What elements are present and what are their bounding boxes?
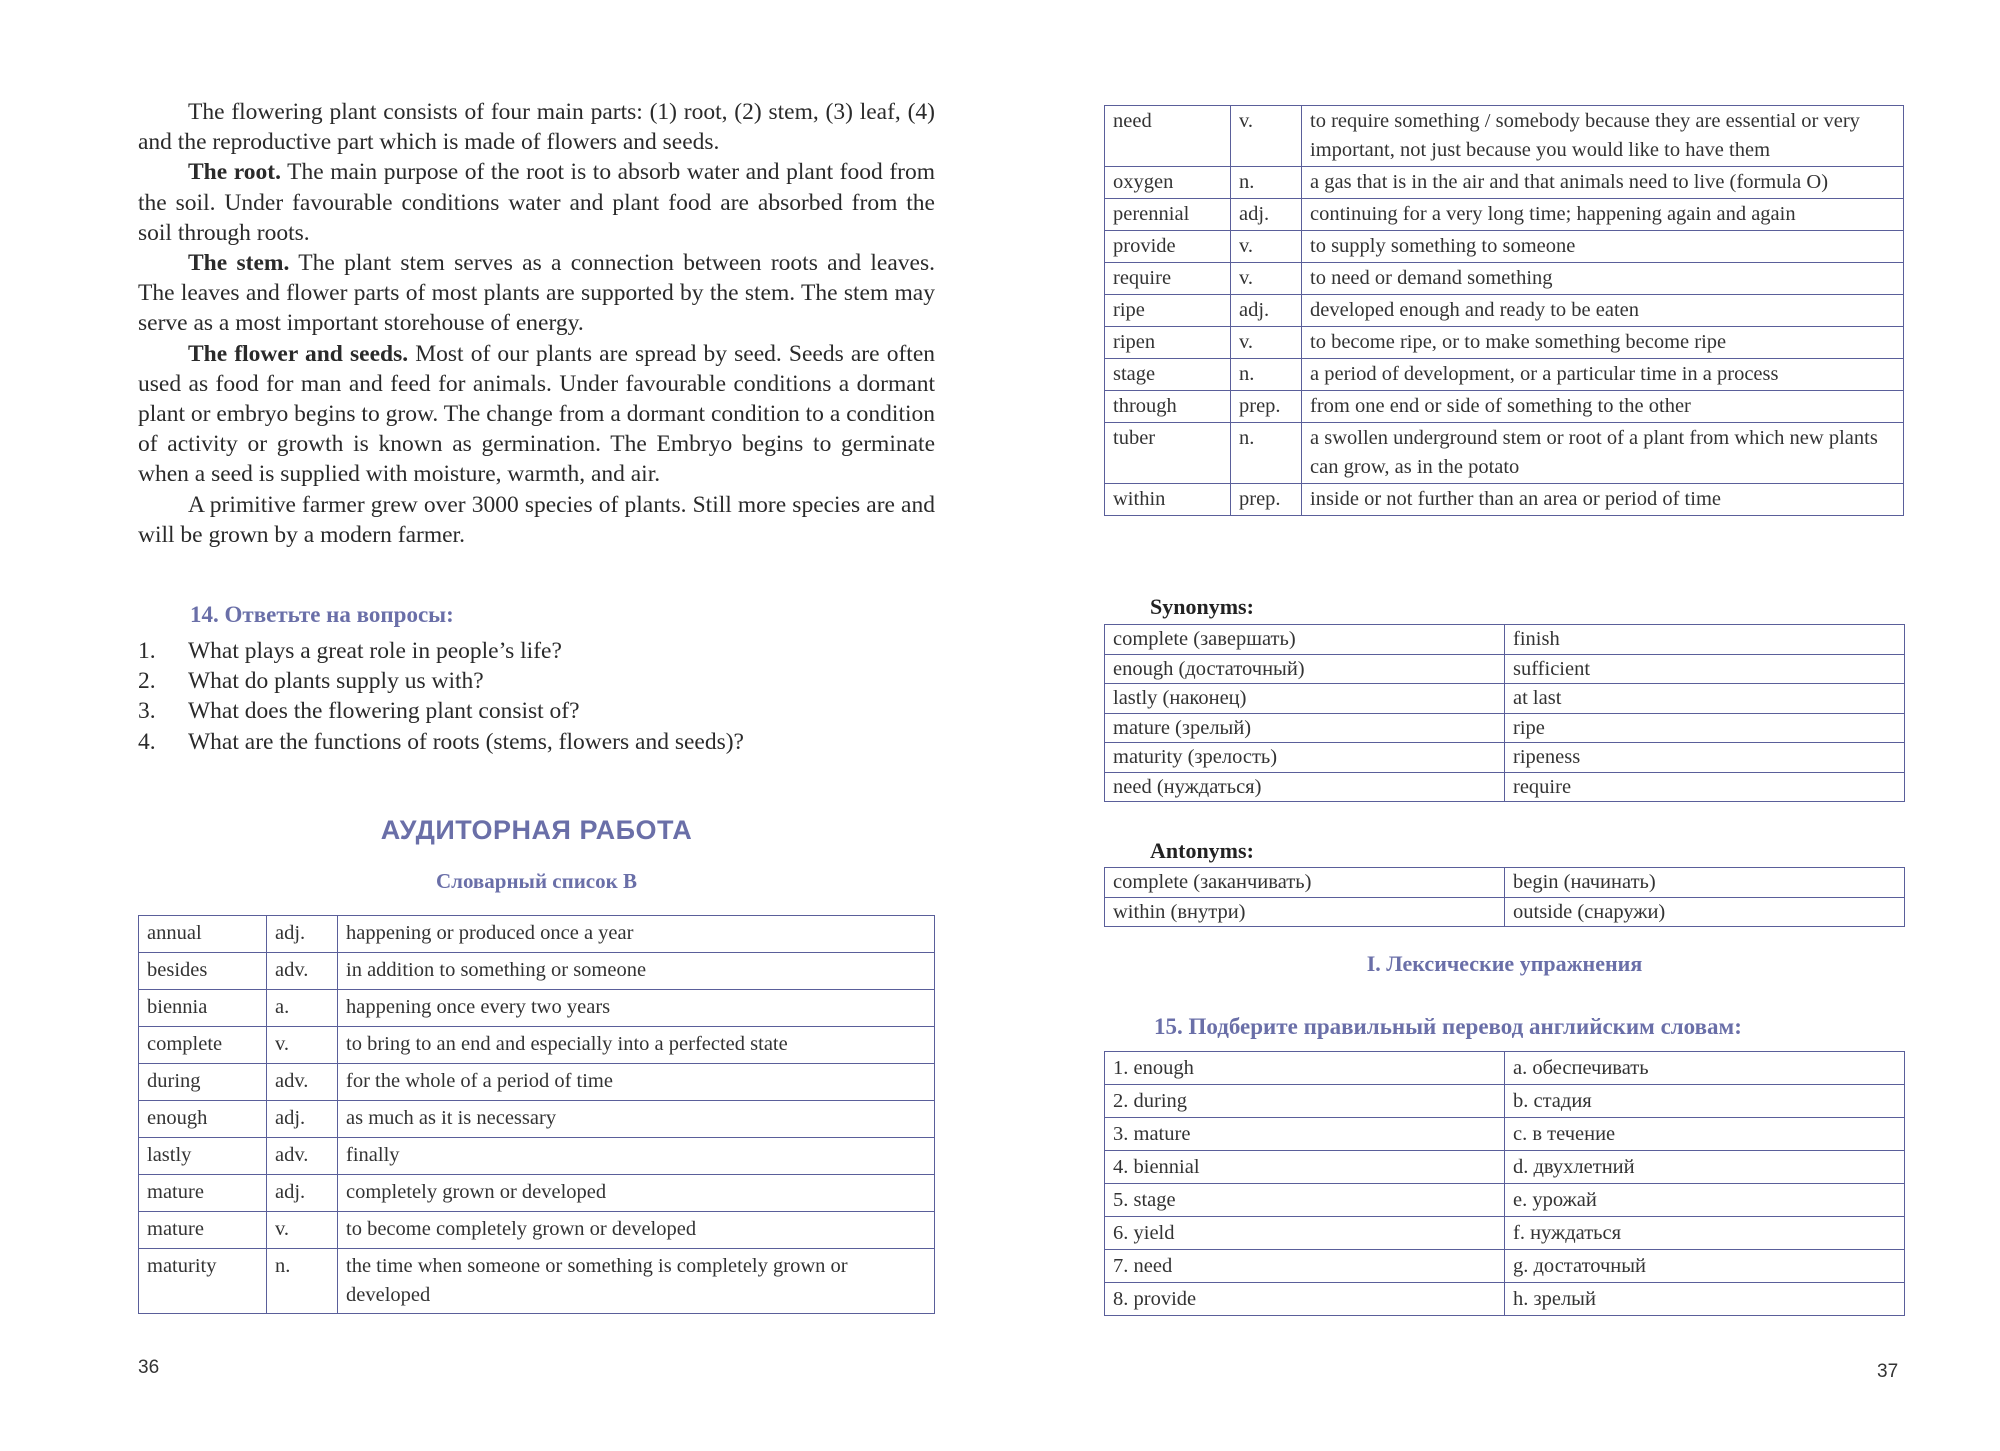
table-cell-word: tuber (1105, 423, 1231, 484)
table-cell-pos: adv. (267, 1138, 338, 1175)
table-cell-def: to supply something to someone (1302, 231, 1904, 263)
table-cell-pos: v. (1231, 231, 1302, 263)
table-cell-word: lastly (139, 1138, 267, 1175)
exercise-14-heading: 14. Ответьте на вопросы: (190, 602, 454, 627)
table-cell-pos: n. (1231, 423, 1302, 484)
table-row (1105, 897, 1905, 927)
table-cell-def: happening or produced once a year (338, 916, 935, 953)
table-cell-def: as much as it is necessary (338, 1101, 935, 1138)
table-cell-pos: v. (267, 1027, 338, 1064)
table-cell-pos: prep. (1231, 484, 1302, 516)
table-row (1105, 684, 1905, 714)
table-cell-right: a. обеспечивать (1505, 1052, 1905, 1085)
table-row (139, 1101, 935, 1138)
exercise-15-heading: 15. Подберите правильный перевод английским словам: (1154, 1014, 1742, 1039)
table-row (1105, 868, 1905, 898)
table-row (1105, 743, 1905, 773)
lexical-exercises-title: I. Лексические упражнения (1366, 951, 1643, 976)
page-number: 36 (138, 1357, 160, 1378)
table-cell-def: to need or demand something (1302, 263, 1904, 295)
table-cell-word: within (1105, 484, 1231, 516)
table-cell-right: f. нуждаться (1505, 1217, 1905, 1250)
table-cell-word: ripe (1105, 295, 1231, 327)
right-page (1000, 0, 2000, 1451)
table-cell-right: sufficient (1505, 654, 1905, 684)
table-cell-def: in addition to something or someone (338, 953, 935, 990)
table-cell-word: stage (1105, 359, 1231, 391)
table-cell-word: besides (139, 953, 267, 990)
table-cell-pos: adj. (267, 1101, 338, 1138)
vocab-list-title: Словарный список B (436, 869, 637, 893)
table-cell-pos: a. (267, 990, 338, 1027)
table-row (1105, 1250, 1905, 1283)
table-cell-right: c. в течение (1505, 1118, 1905, 1151)
table-row (1105, 359, 1904, 391)
table-cell-pos: n. (267, 1249, 338, 1314)
paragraph: The flowering plant consists of four main parts: (1) root, (2) stem, (3) leaf, (4) and the reproductive part which is made of flowers and seeds. (138, 99, 935, 156)
table-cell-left: 6. yield (1105, 1217, 1505, 1250)
table-cell-left: 2. during (1105, 1085, 1505, 1118)
table-cell-def: finally (338, 1138, 935, 1175)
table-cell-def: inside or not further than an area or period of time (1302, 484, 1904, 516)
table-cell-pos: v. (1231, 106, 1302, 167)
table-cell-def: continuing for a very long time; happening again and again (1302, 199, 1904, 231)
table-cell-def: for the whole of a period of time (338, 1064, 935, 1101)
table-cell-left: 1. enough (1105, 1052, 1505, 1085)
table-cell-pos: adj. (1231, 295, 1302, 327)
table-row (1105, 772, 1905, 802)
table-row (1105, 1217, 1905, 1250)
table-row (139, 916, 935, 953)
table-cell-pos: v. (267, 1212, 338, 1249)
table-cell-pos: adv. (267, 1064, 338, 1101)
table-cell-right: d. двухлетний (1505, 1151, 1905, 1184)
table-cell-def: to become ripe, or to make something become ripe (1302, 327, 1904, 359)
table-cell-def: a swollen underground stem or root of a plant from which new plants can grow, as in the potato (1302, 423, 1904, 484)
table-row (1105, 1052, 1905, 1085)
list-item: 3. What does the flowering plant consist of? (138, 698, 580, 725)
table-cell-left: 5. stage (1105, 1184, 1505, 1217)
table-row (1105, 625, 1905, 655)
table-cell-word: need (1105, 106, 1231, 167)
table-row (1105, 1118, 1905, 1151)
table-cell-pos: adj. (267, 916, 338, 953)
table-row (1105, 295, 1904, 327)
table-cell-pos: v. (1231, 327, 1302, 359)
table-cell-def: a period of development, or a particular time in a process (1302, 359, 1904, 391)
table-cell-word: mature (139, 1212, 267, 1249)
paragraph: A primitive farmer grew over 3000 species of plants. Still more species are and will be grown by a modern farmer. (138, 491, 935, 548)
table-cell-right: ripe (1505, 713, 1905, 743)
table-row (1105, 106, 1904, 167)
table-cell-word: during (139, 1064, 267, 1101)
table-cell-right: finish (1505, 625, 1905, 655)
table-cell-def: a gas that is in the air and that animals need to live (formula O) (1302, 167, 1904, 199)
matching-table (1104, 1051, 1905, 1316)
table-cell-right: outside (снаружи) (1505, 897, 1905, 927)
table-cell-word: perennial (1105, 199, 1231, 231)
table-row (139, 1138, 935, 1175)
table-cell-word: mature (139, 1175, 267, 1212)
list-item: 1. What plays a great role in people’s life? (138, 638, 562, 664)
table-row (139, 1027, 935, 1064)
section-title: АУДИТОРНАЯ РАБОТА (380, 815, 693, 845)
table-cell-pos: adv. (267, 953, 338, 990)
table-cell-left: enough (достаточный) (1105, 654, 1505, 684)
table-cell-word: enough (139, 1101, 267, 1138)
table-row (139, 1175, 935, 1212)
table-cell-right: begin (начинать) (1505, 868, 1905, 898)
table-cell-left: 4. biennial (1105, 1151, 1505, 1184)
table-cell-word: biennia (139, 990, 267, 1027)
table-cell-left: 3. mature (1105, 1118, 1505, 1151)
table-cell-pos: prep. (1231, 391, 1302, 423)
table-cell-right: g. достаточный (1505, 1250, 1905, 1283)
table-cell-right: b. стадия (1505, 1085, 1905, 1118)
table-cell-word: provide (1105, 231, 1231, 263)
table-row (1105, 423, 1904, 484)
table-cell-right: e. урожай (1505, 1184, 1905, 1217)
table-cell-left: within (внутри) (1105, 897, 1505, 927)
table-row (1105, 263, 1904, 295)
table-cell-word: through (1105, 391, 1231, 423)
table-cell-left: 7. need (1105, 1250, 1505, 1283)
table-cell-left: complete (заканчивать) (1105, 868, 1505, 898)
table-row (1105, 167, 1904, 199)
table-cell-word: oxygen (1105, 167, 1231, 199)
table-cell-def: to bring to an end and especially into a perfected state (338, 1027, 935, 1064)
table-cell-right: at last (1505, 684, 1905, 714)
table-cell-left: maturity (зрелость) (1105, 743, 1505, 773)
table-row (139, 1064, 935, 1101)
table-cell-def: the time when someone or something is completely grown or developed (338, 1249, 935, 1314)
table-cell-word: maturity (139, 1249, 267, 1314)
table-row (1105, 327, 1904, 359)
synonyms-table (1104, 624, 1905, 802)
synonyms-label: Synonyms: (1150, 594, 1254, 619)
question-list (138, 636, 935, 757)
table-cell-word: ripen (1105, 327, 1231, 359)
table-cell-def: to require something / somebody because they are essential or very important, not just because you would like to have them (1302, 106, 1904, 167)
table-cell-left: 8. provide (1105, 1283, 1505, 1316)
table-cell-pos: adj. (1231, 199, 1302, 231)
table-row (1105, 713, 1905, 743)
table-cell-left: need (нуждаться) (1105, 772, 1505, 802)
antonyms-label: Antonyms: (1150, 838, 1254, 863)
table-row (1105, 199, 1904, 231)
table-cell-right: h. зрелый (1505, 1283, 1905, 1316)
table-cell-pos: adj. (267, 1175, 338, 1212)
table-cell-def: from one end or side of something to the other (1302, 391, 1904, 423)
table-cell-pos: v. (1231, 263, 1302, 295)
page-number: 37 (1877, 1361, 1899, 1382)
table-row (1105, 484, 1904, 516)
list-item: 4. What are the functions of roots (stems, flowers and seeds)? (138, 728, 744, 755)
table-cell-word: require (1105, 263, 1231, 295)
vocab-table (138, 915, 935, 1314)
paragraph: The root. The main purpose of the root is to absorb water and plant food from the soil. Under favourable conditions water and plant food are absorbed from the soil through roots. (138, 159, 935, 246)
table-row (1105, 1283, 1905, 1316)
table-cell-left: lastly (наконец) (1105, 684, 1505, 714)
table-row (139, 1212, 935, 1249)
list-item: 2. What do plants supply us with? (138, 668, 484, 695)
table-cell-def: developed enough and ready to be eaten (1302, 295, 1904, 327)
table-row (1105, 654, 1905, 684)
table-cell-def: happening once every two years (338, 990, 935, 1027)
table-cell-pos: n. (1231, 359, 1302, 391)
table-row (1105, 1085, 1905, 1118)
antonyms-table (1104, 867, 1905, 927)
reading-text (138, 97, 935, 550)
table-cell-right: ripeness (1505, 743, 1905, 773)
table-cell-pos: n. (1231, 167, 1302, 199)
table-cell-def: to become completely grown or developed (338, 1212, 935, 1249)
paragraph: The stem. The plant stem serves as a connection between roots and leaves. The leaves and flower parts of most plants are supported by the stem. The stem may serve as a most important storehouse of energy. (138, 250, 935, 337)
table-cell-right: require (1505, 772, 1905, 802)
table-row (139, 990, 935, 1027)
vocab-table-continued (1104, 105, 1904, 516)
table-cell-word: annual (139, 916, 267, 953)
table-cell-word: complete (139, 1027, 267, 1064)
table-cell-def: completely grown or developed (338, 1175, 935, 1212)
table-row (1105, 391, 1904, 423)
paragraph: The flower and seeds. Most of our plants are spread by seed. Seeds are often used as food for man and feed for animals. Under favourable conditions a dormant plant or embryo begins to grow. The change from a dormant condition to a condition of activity or growth is known as germination. The Embryo begins to germinate when a seed is supplied with moisture, warmth, and air. (138, 340, 935, 488)
table-cell-left: mature (зрелый) (1105, 713, 1505, 743)
table-row (1105, 231, 1904, 263)
table-row (1105, 1184, 1905, 1217)
table-row (139, 1249, 935, 1314)
table-cell-left: complete (завершать) (1105, 625, 1505, 655)
table-row (139, 953, 935, 990)
table-row (1105, 1151, 1905, 1184)
